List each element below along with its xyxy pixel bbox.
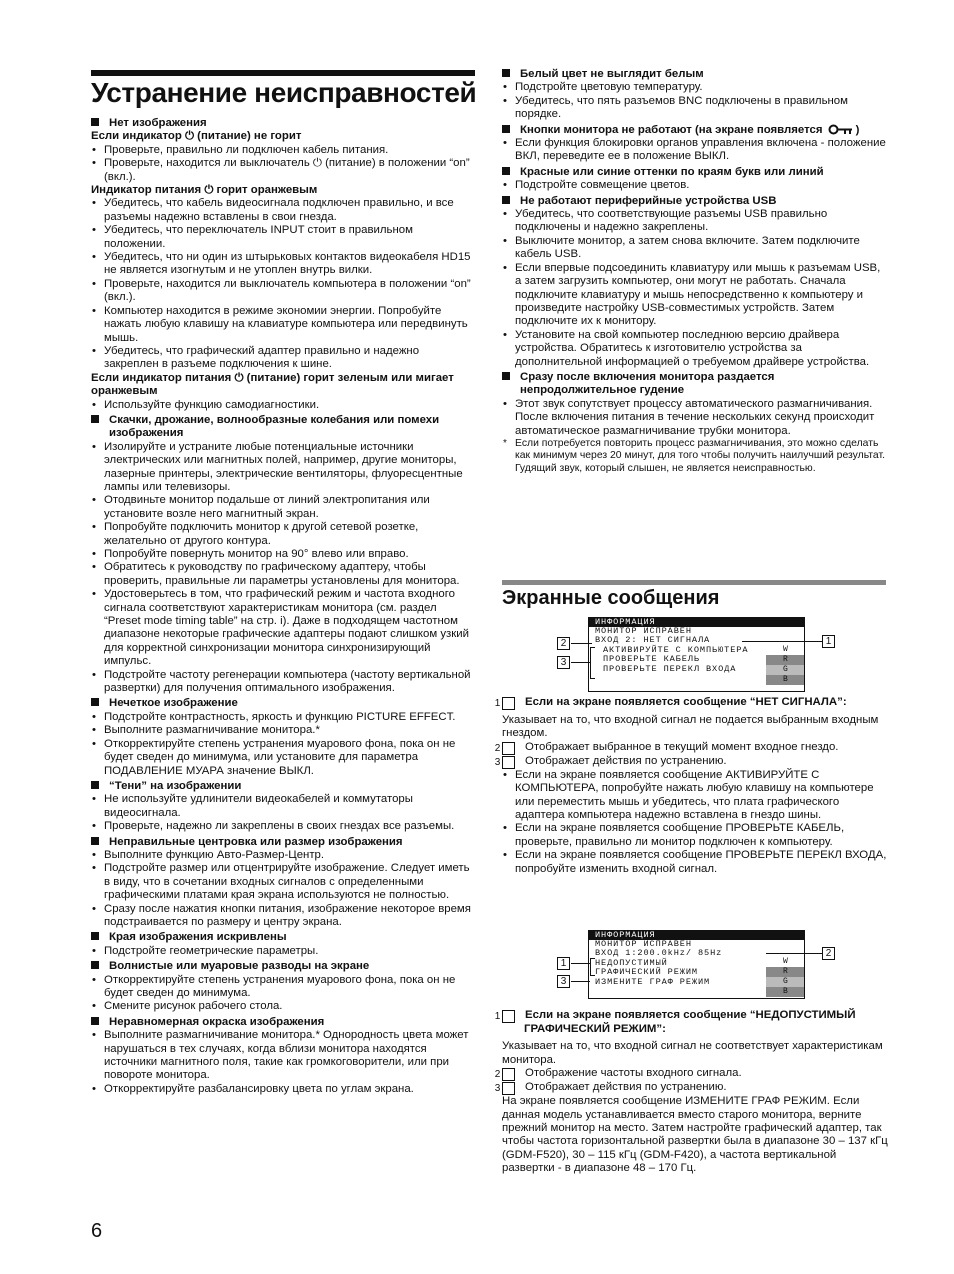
osd-color-swatches [766,957,804,997]
section-heading: Красные или синие оттенки по краям букв или линий [502,166,888,179]
heading-text: Кнопки монитора не работают (на экране появляется [520,123,823,136]
callout-3: 3 [557,656,570,669]
list-item: • Подстройте размер или отцентрируйте изображение. Следует иметь в виду, что в сочетании входных сигналов с определенными графическими платами края экрана используются не полностью. [91,862,475,902]
numbered-note [494,740,888,755]
osd-line: ВХОД 1:200.0kHz/ 85Hz [595,948,723,959]
list-item: • Проверьте, надежно ли закреплены в своих гнездах все разъемы. [91,820,475,833]
list-item: • Убедитесь, что соответствующие разъемы USB правильно подключены и надежно закреплены. [502,208,888,235]
message-no-signal [494,694,888,876]
list-item: • Изолируйте и устраните любые потенциальные источники электрических или магнитных полей, например, другие мониторы, лазерные принтеры, электрические вентиляторы, флуоресцентные лампы или телевизоры. [91,441,475,495]
section-heading: Скачки, дрожание, волнообразные колебания или помехи изображения [91,414,475,441]
list-item: • Не используйте удлинители видеокабелей и коммутаторы видеосигнала. [91,793,475,820]
list-item: • Подстройте контрастность, яркость и функцию PICTURE EFFECT. [91,711,475,724]
osd-color-swatches [766,645,804,685]
callout-num: 3 [502,1082,515,1095]
osd-line: ПРОВЕРЬТЕ КАБЕЛЬ [603,654,700,665]
osd-line: НЕДОПУСТИМЫЙ [595,957,668,968]
bullet-list [502,769,888,876]
list-item: • Если функция блокировки органов управления включена - положение ВКЛ, переведите ее в положение ВЫКЛ. [502,137,888,164]
callout-bracket [590,647,595,679]
key-lock-icon [828,124,854,135]
page-title: Устранение неисправностей [91,77,477,108]
list-item: • Убедитесь, что пять разъемов BNC подключены в правильном порядке. [502,95,888,122]
list-item: • Убедитесь, что графический адаптер правильно и надежно закреплен в разъеме подключения к шине. [91,345,475,372]
list-item: • Подстройте совмещение цветов. [502,179,888,192]
bullet-list [91,197,475,371]
section-heading: Нет изображения [91,117,475,130]
note-text: Отображает действия по устранению. [525,754,727,767]
list-item: • Этот звук сопутствует процессу автоматического размагничивания. После включения питания в течение нескольких секунд происходит автоматическое размагничивание трубки монитора. [502,398,888,438]
list-item: • Если впервые подсоединить клавиатуру или мышь к разъемам USB, а затем загрузить компьютер, они могут не работать. Сначала подключите клавиатуру и мышь непосредственно к компьютеру и произведите настройку USB-совместимых устройств. Затем подключите их к монитору. [502,262,888,329]
list-item: • Убедитесь, что переключатель INPUT стоит в правильном положении. [91,224,475,251]
numbered-note [494,754,888,769]
section-title: Экранные сообщения [502,587,720,609]
subheading: Если индикатор ⏻ (питание) не горит [91,130,302,143]
subheading: Индикатор питания ⏻ горит оранжевым [91,184,318,197]
list-item: • Откорректируйте степень устранения муарового фона, пока он не будет сведен до минимума. [91,974,475,1001]
list-item: • Если на экране появляется сообщение ПРОВЕРЬТЕ ПЕРЕКЛ ВХОДА, попробуйте изменить входной сигнал. [502,849,888,876]
list-item: • Установите на свой компьютер последнюю версию драйвера устройства. Обратитесь к изготовителю устройства за дополнительной информацией о требуемом драйвере устройства. [502,329,888,369]
callout-2: 2 [557,637,570,650]
bullet-list [91,945,475,958]
bullet-list [502,179,888,192]
osd-line: ГРАФИЧЕСКИЙ РЕЖИМ [595,967,698,978]
bullet-list [91,711,475,778]
osd-line: МОНИТОР ИСПРАВЕН [595,939,692,949]
list-item: • Отодвиньте монитор подальше от линий электропитания или установите возле него магнитный экран. [91,494,475,521]
section-heading: Сразу после включения монитора раздается непродолжительное гудение [502,371,888,398]
osd-line: АКТИВИРУЙТЕ С КОМПЬЮТЕРА [603,644,749,655]
list-item: • Выполните функцию Авто-Размер-Центр. [91,849,475,862]
callout-num: 3 [502,756,515,769]
note-text: Отображение частоты входного сигнала. [525,1067,742,1080]
list-item: • Удостоверьтесь в том, что графический режим и частота входного сигнала соответствуют характеристикам монитора (см. раздел “Preset mode timing table” на стр. i). Даже в подходящем частотном диапазоне некоторые графические адаптеры подают слишком узкий для корректной синхронизации монитора синхронизирующий импульс. [91,588,475,668]
bullet-list [91,849,475,929]
section-heading: Неравномерная окраска изображения [91,1016,475,1029]
right-column [502,66,888,475]
list-item: • Выключите монитор, а затем снова включите. Затем подключите кабель USB. [502,235,888,262]
section-heading [502,124,888,137]
list-item: • Проверьте, находится ли выключатель компьютера в положении “on” (вкл.). [91,278,475,305]
swatch-g: G [766,977,804,987]
list-item: • Проверьте, находится ли выключатель ⏻ (питание) в положении “on” (вкл.). [91,157,475,184]
osd-screen [588,617,805,692]
swatch-r: R [766,655,804,665]
callout-num: 1 [502,1010,515,1023]
list-item: • Выполните размагничивание монитора.* Однородность цвета может нарушаться в тех случаях, когда вблизи монитора находятся источники магнитного поля, такие как громкоговорители, или при повороте монитора. [91,1029,475,1083]
list-item: • Проверьте, правильно ли подключен кабель питания. [91,144,475,157]
osd-title: ИНФОРМАЦИЯ [589,618,804,627]
swatch-w: W [783,645,789,654]
list-item: • Откорректируйте степень устранения муарового фона, пока он не будет сведен до минимума, или установите для параметра ПОДАВЛЕНИЕ МУАРА значение ВЫКЛ. [91,738,475,778]
list-item: • Обратитесь к руководству по графическому адаптеру, чтобы проверить, правильные ли параметры установлены для монитора. [91,561,475,588]
note-text: Отображает действия по устранению. [525,1081,727,1094]
swatch-g: G [766,665,804,675]
heading-text: Если на экране появляется сообщение “НЕДОПУСТИМЫЙ ГРАФИЧЕСКИЙ РЕЖИМ”: [524,1009,856,1035]
section-heading: Белый цвет не выглядит белым [502,68,888,81]
numbered-note [494,1067,888,1081]
list-item: • Попробуйте повернуть монитор на 90° влево или вправо. [91,548,475,561]
osd-title: ИНФОРМАЦИЯ [589,931,804,940]
section-heading: “Тени” на изображении [91,780,475,793]
paragraph: Указывает на то, что входной сигнал не подается выбранным входным гнездом. [502,714,879,740]
bullet-list [502,208,888,369]
bullet-list [91,144,475,184]
list-item: • Откорректируйте разбалансировку цвета по углам экрана. [91,1083,475,1096]
callout-leader [571,963,590,964]
list-item: • Попробуйте подключить монитор к другой сетевой розетке, желательно от другого контура. [91,521,475,548]
section-heading: Не работают периферийные устройства USB [502,195,888,208]
section-rule [502,580,886,585]
callout-num: 2 [502,742,515,755]
callout-leader [766,953,822,954]
callout-num: 2 [502,1068,515,1081]
callout-leader [742,641,822,642]
list-item: • Используйте функцию самодиагностики. [91,399,475,412]
list-item: • Выполните размагничивание монитора.* [91,724,475,737]
message-invalid-mode [494,1007,888,1176]
osd-screen [588,930,805,999]
callout-2: 2 [822,947,835,960]
page-number: 6 [91,1220,103,1242]
section-heading: Нечеткое изображение [91,697,475,710]
bullet-list [91,1029,475,1096]
list-item: • Подстройте геометрические параметры. [91,945,475,958]
swatch-w: W [783,957,789,966]
note-text: Отображает выбранное в текущий момент входное гнездо. [525,740,839,753]
heading-text: ) [855,123,860,136]
list-item: • Подстройте частоту регенерации компьютера (частоту вертикальной развертки) для получения оптимального изображения. [91,669,475,696]
list-item: • Сразу после нажатия кнопки питания, изображение некоторое время подстраивается по размеру и центру экрана. [91,903,475,930]
callout-3: 3 [557,975,570,988]
numbered-note [494,1081,888,1095]
paragraph: Указывает на то, что входной сигнал не соответствует характеристикам монитора. [502,1040,883,1066]
list-item: • Убедитесь, что ни один из штырьковых контактов видеокабеля HD15 не является изогнутым и не утоплен внутрь вилки. [91,251,475,278]
callout-leader [571,643,592,644]
callout-leader [571,662,590,663]
osd-line: ИЗМЕНИТЕ ГРАФ РЕЖИМ [595,976,711,987]
list-item: • Смените рисунок рабочего стола. [91,1000,475,1013]
osd-line: МОНИТОР ИСПРАВЕН [595,626,692,636]
swatch-r: R [766,967,804,977]
list-item: • Если на экране появляется сообщение АКТИВИРУЙТЕ С КОМПЬЮТЕРА, попробуйте нажать любую клавишу на компьютере или переместить мышь и убедитесь, что плата графического адаптера компьютера надежно вставлена в гнездо шины. [502,769,888,823]
heading-text: Если на экране появляется сообщение “НЕТ СИГНАЛА”: [525,696,847,708]
message-heading [494,696,888,710]
left-column [91,115,475,1096]
list-item: • Убедитесь, что кабель видеосигнала подключен правильно, и все разъемы надежно вставлены в свои гнезда. [91,197,475,224]
bullet-list [91,793,475,833]
footnote: * Если потребуется повторить процесс размагничивания, это можно сделать как минимум через 20 минут, для того чтобы получить наилучший результат. Гудящий звук, который слышен, не является неисправностью. [502,438,888,475]
section-heading: Волнистые или муаровые разводы на экране [91,960,475,973]
callout-1: 1 [557,957,570,970]
callout-leader [571,981,590,982]
swatch-b: B [766,675,804,685]
message-heading [494,1009,888,1036]
paragraph: На экране появляется сообщение ИЗМЕНИТЕ ГРАФ РЕЖИМ. Если данная модель устанавливается вместо старого монитора, верните прежний монитор на место. Затем настройте графический адаптер, так чтобы частота горизонтальной развертки была в диапазоне 30 – 137 кГц (GDM-F520), 30 – 115 кГц (GDM-F420), а частота вертикальной развертки - в диапазоне 48 – 170 Гц. [502,1095,888,1175]
section-heading: Неправильные центровка или размер изображения [91,836,475,849]
callout-1: 1 [822,635,835,648]
callout-bracket [590,958,595,976]
osd-line: ПРОВЕРЬТЕ ПЕРЕКЛ ВХОДА [603,663,737,674]
osd-line: ВХОД 2: НЕТ СИГНАЛА [595,635,711,646]
swatch-b: B [766,987,804,997]
list-item: • Если на экране появляется сообщение ПРОВЕРЬТЕ КАБЕЛЬ, проверьте, правильно ли монитор подключен к компьютеру. [502,822,888,849]
callout-num: 1 [502,697,515,710]
list-item: • Подстройте цветовую температуру. [502,81,888,94]
bullet-list [502,398,888,438]
list-item: • Компьютер находится в режиме экономии энергии. Попробуйте нажать любую клавишу на клавиатуре компьютера или передвинуть мышь. [91,305,475,345]
bullet-list [502,81,888,121]
subheading: Если индикатор питания ⏻ (питание) горит зеленым или мигает оранжевым [91,371,454,398]
bullet-list [91,399,475,412]
bullet-list [502,137,888,164]
bullet-list [91,441,475,696]
bullet-list [91,974,475,1014]
section-heading: Края изображения искривлены [91,931,475,944]
